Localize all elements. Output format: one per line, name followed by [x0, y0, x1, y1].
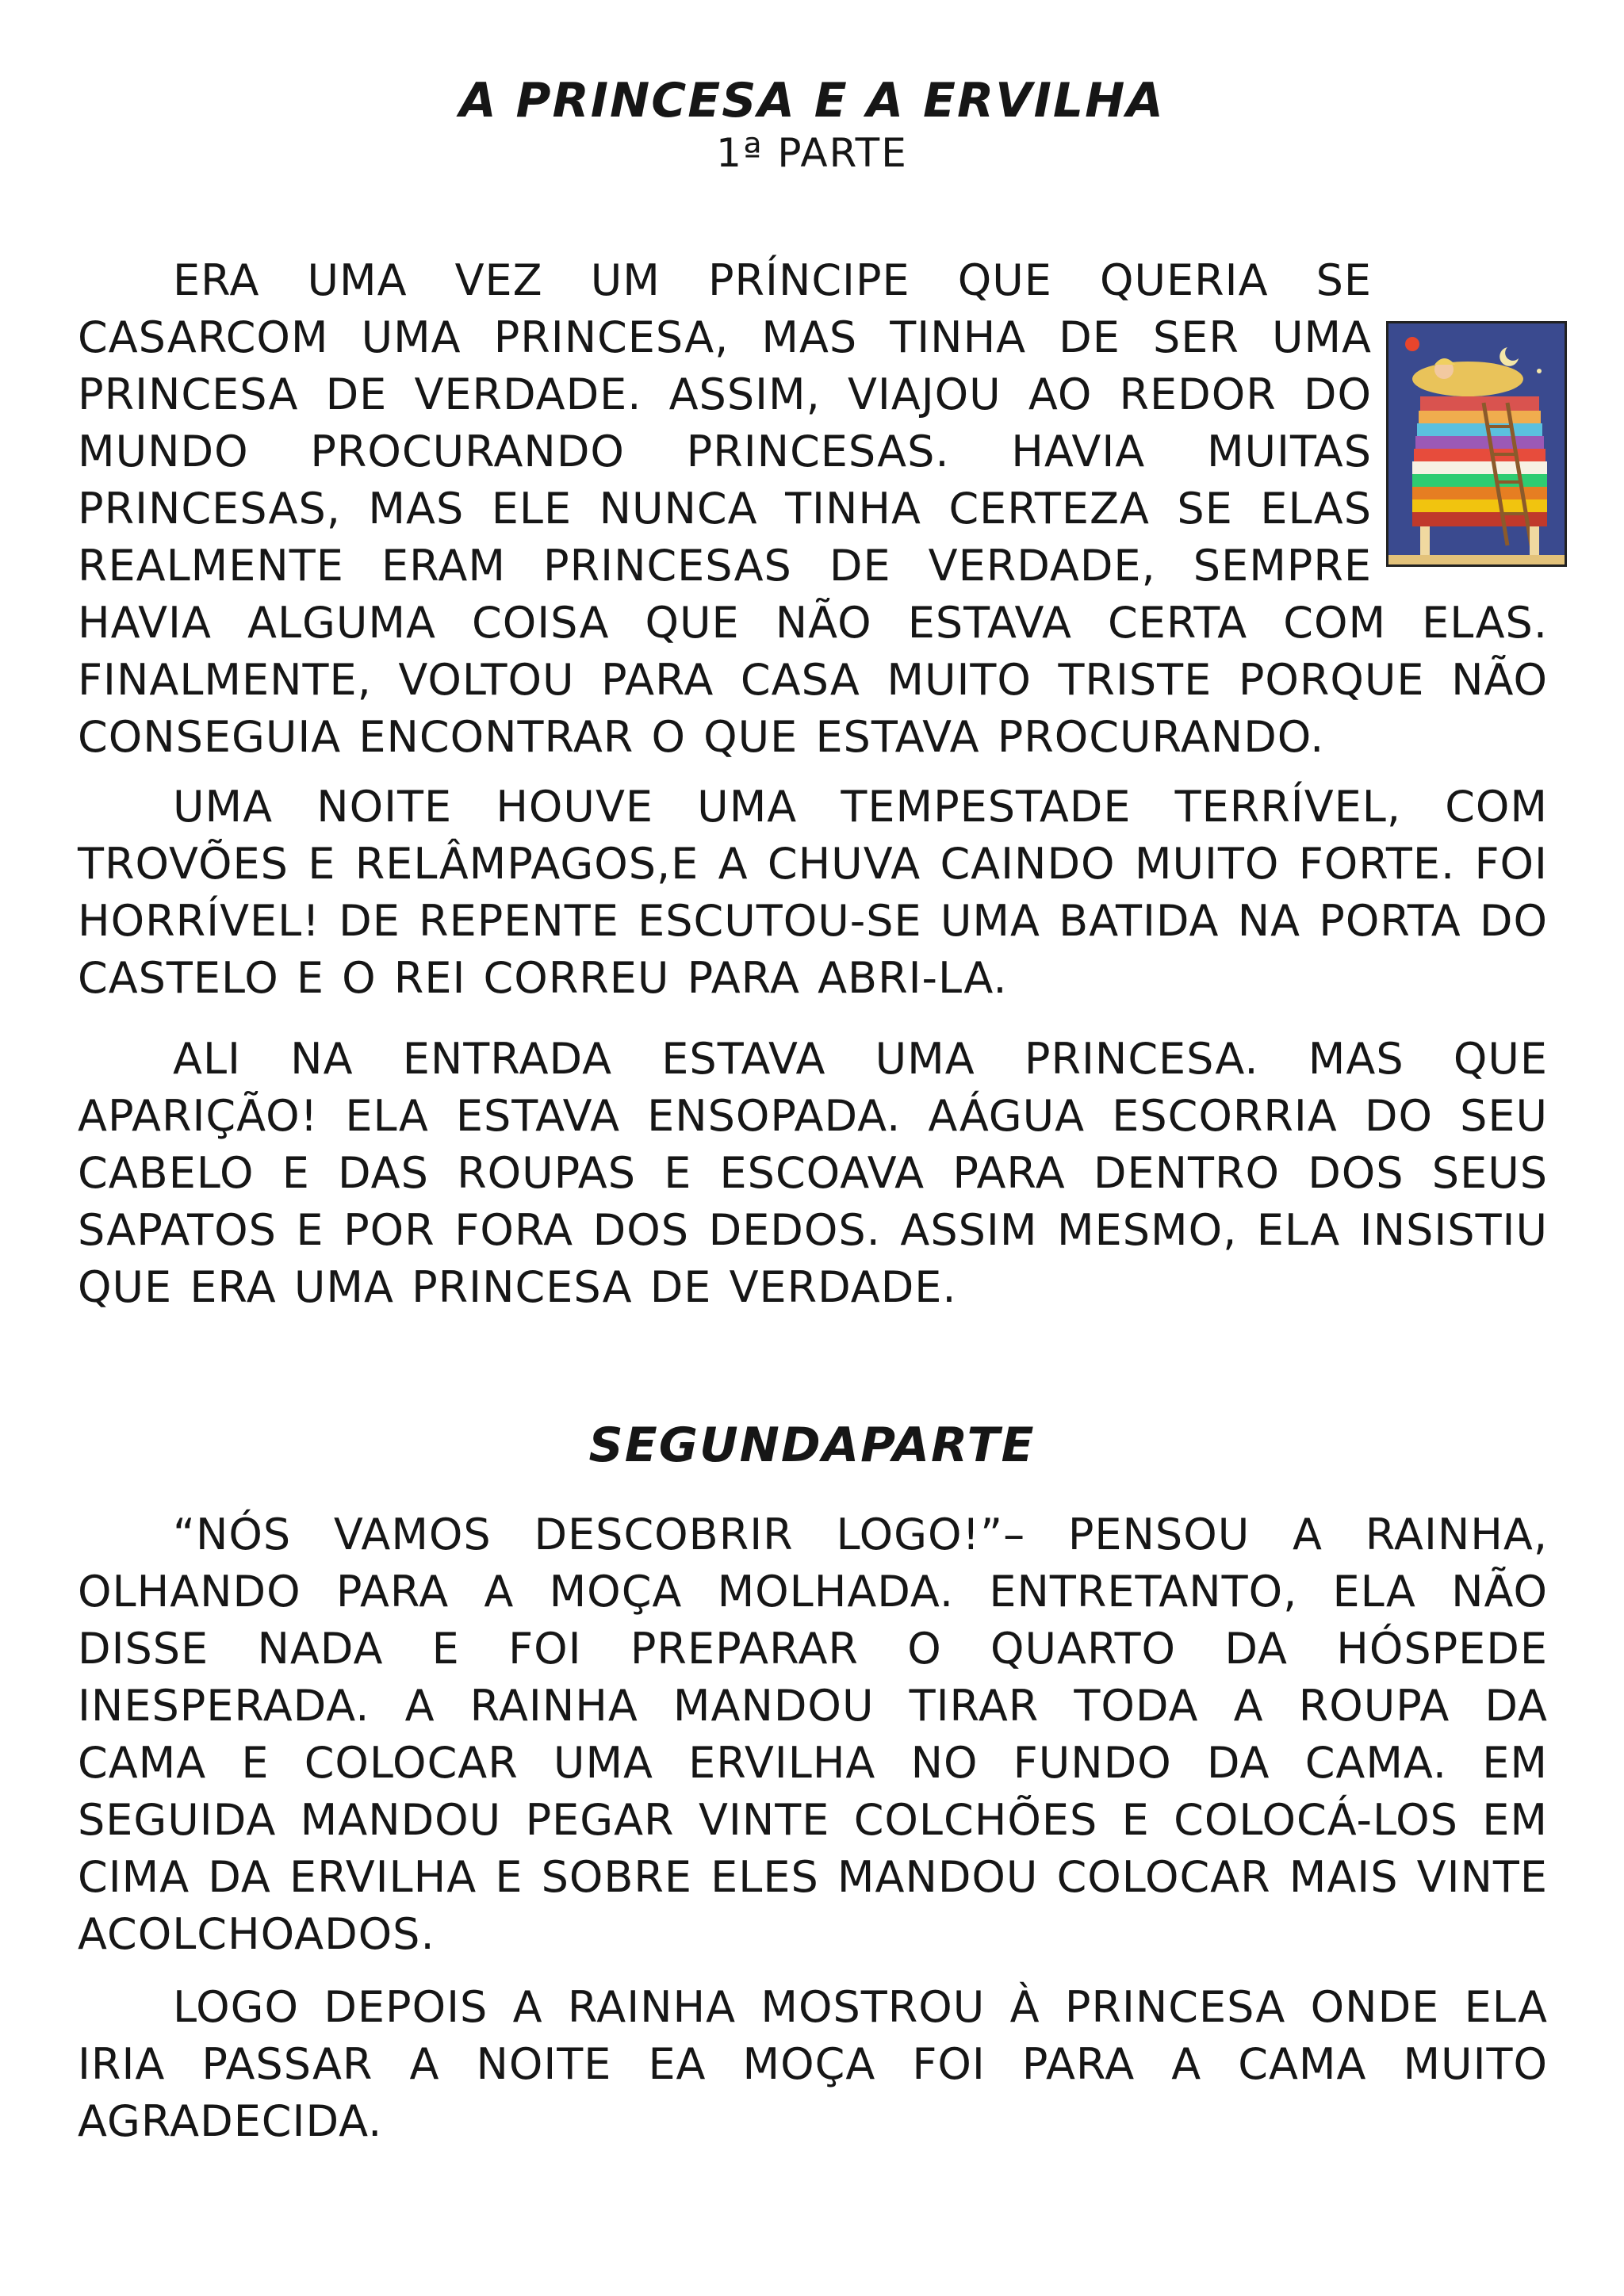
paragraph-2 — [78, 779, 1548, 1007]
part-one-label: 1ª PARTE — [716, 130, 908, 176]
mattress-stack-icon — [1388, 323, 1565, 564]
paragraph-2-text: UMA NOITE HOUVE UMA TEMPESTADE TERRÍVEL, COM TROVÕES E RELÂMPAGOS,E A CHUVA CAINDO MUITO FORTE. FOI HORRÍVEL! DE REPENTE ESCUTOU-SE UMA BATIDA NA PORTA DO CASTELO E O REI CORREU PARA ABRI-LA. — [78, 782, 1548, 1003]
paragraph-5-text: LOGO DEPOIS A RAINHA MOSTROU À PRINCESA ONDE ELA IRIA PASSAR A NOITE EA MOÇA FOI PARA A CAMA MUITO AGRADECIDA. — [78, 1982, 1548, 2146]
paragraph-1 — [78, 252, 1548, 766]
paragraph-4 — [78, 1506, 1548, 1963]
paragraph-3 — [78, 1031, 1548, 1316]
paragraph-1-text: ERA UMA VEZ UM PRÍNCIPE QUE QUERIA SE CASARCOM UMA PRINCESA, MAS TINHA DE SER UMA PRINCESA DE VERDADE. ASSIM, VIAJOU AO REDOR DO MUNDO PROCURANDO PRINCESAS. HAVIA MUITAS PRINCESAS, MAS ELE NUNCA TINHA CERTEZA SE ELAS REALMENTE ERAM PRINCESAS DE VERDADE, SEMPRE HAVIA ALGUMA COISA QUE NÃO ESTAVA CERTA COM ELAS. FINALMENTE, VOLTOU PARA CASA MUITO TRISTE PORQUE NÃO CONSEGUIA ENCONTRAR O QUE ESTAVA PROCURANDO. — [78, 255, 1548, 762]
paragraph-3-text: ALI NA ENTRADA ESTAVA UMA PRINCESA. MAS QUE APARIÇÃO! ELA ESTAVA ENSOPADA. AÁGUA ESCORRIA DO SEU CABELO E DAS ROUPAS E ESCOAVA PARA DENTRO DOS SEUS SAPATOS E POR FORA DOS DEDOS. ASSIM MESMO, ELA INSISTIU QUE ERA UMA PRINCESA DE VERDADE. — [78, 1034, 1548, 1312]
princess-on-mattresses-illustration — [1386, 321, 1567, 567]
paragraph-5 — [78, 1979, 1548, 2150]
part-two-title: SEGUNDAPARTE — [588, 1418, 1036, 1473]
story-title: A PRINCESA E A ERVILHA — [459, 73, 1165, 128]
paragraph-4-text: “NÓS VAMOS DESCOBRIR LOGO!”– PENSOU A RAINHA, OLHANDO PARA A MOÇA MOLHADA. ENTRETANTO, ELA NÃO DISSE NADA E FOI PREPARAR O QUARTO DA HÓSPEDE INESPERADA. A RAINHA MANDOU TIRAR TODA A ROUPA DA CAMA E COLOCAR UMA ERVILHA NO FUNDO DA CAMA. EM SEGUIDA MANDOU PEGAR VINTE COLCHÕES E COLOCÁ-LOS EM CIMA DA ERVILHA E SOBRE ELES MANDOU COLOCAR MAIS VINTE ACOLCHOADOS. — [78, 1510, 1548, 1959]
